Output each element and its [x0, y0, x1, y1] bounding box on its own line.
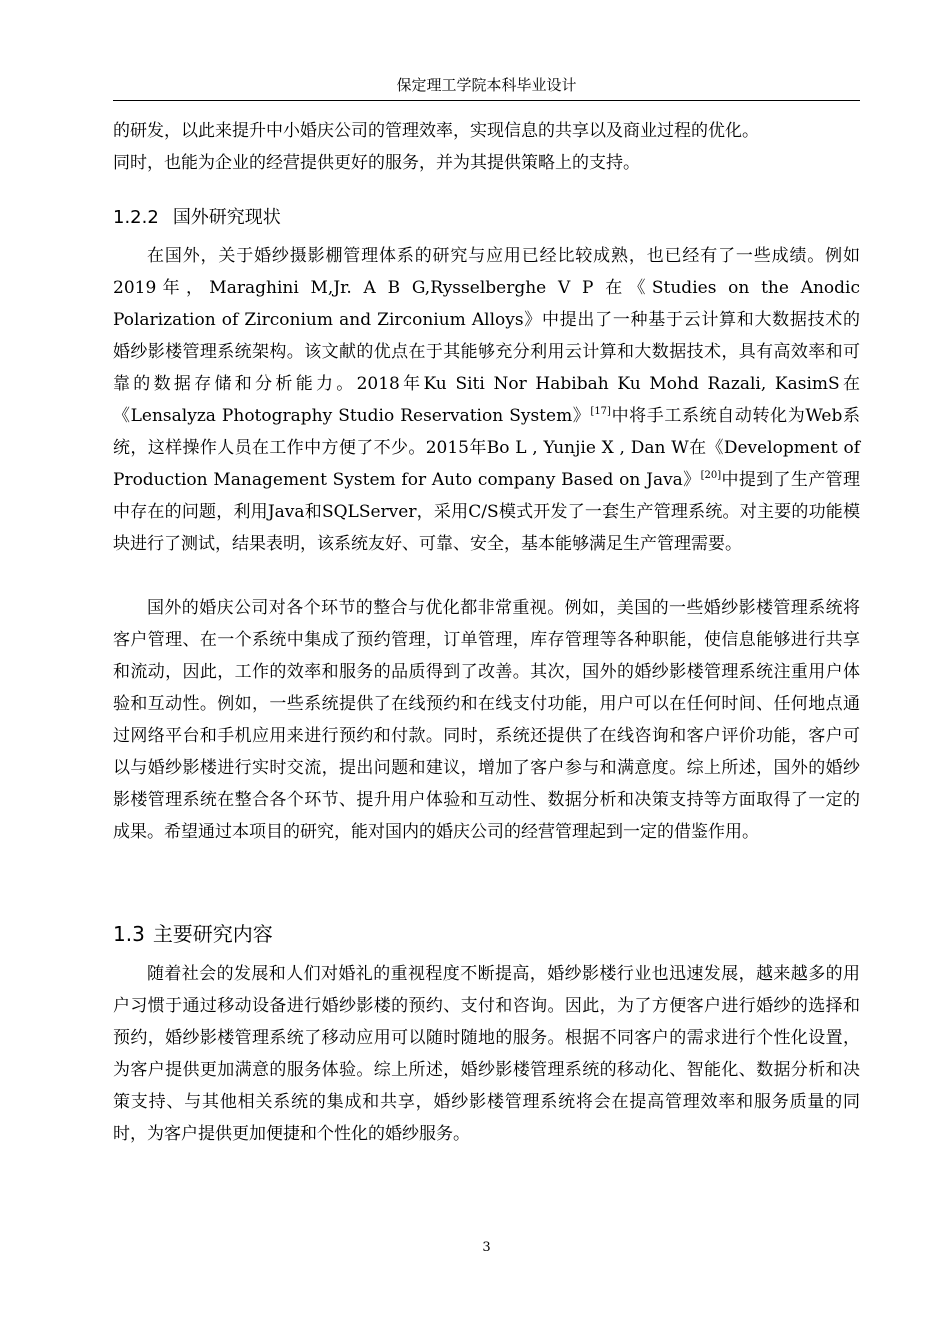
section-title: 主要研究内容: [152, 922, 273, 946]
intro-paragraph: [113, 115, 860, 179]
page-number: 3: [482, 1240, 491, 1255]
paragraph-text: 中将手工系统自动转化为Web系统，这样操作人员在工作中方便了不少。2015年Bo L , Yunjie X , Dan W在《Development of Production Management System for Auto company Based on Java》: [113, 406, 860, 490]
section-title: 国外研究现状: [172, 207, 281, 228]
paragraph-text: 在国外，关于婚纱摄影棚管理体系的研究与应用已经比较成熟，也已经有了一些成绩。例如2019年，Maraghini M,Jr. A B G,Rysselberghe V P 在《Studies on the Anodic Polarization of Zirconium and Zirconium Alloys》中提出了一种基于云计算和大数据技术的婚纱影楼管理系统架构。该文献的优点在于其能够充分利用云计算和大数据技术，具有高效率和可靠的数据存储和分析能力。2018年Ku Siti Nor Habibah Ku Mohd Razali, KasimS在《Lensalyza Photography Studio Reservation System》: [113, 246, 860, 426]
foreign-research-paragraph-1: [113, 240, 860, 560]
section-heading-1-2-2: [113, 203, 281, 229]
section-number: 1.2.2: [113, 207, 159, 228]
foreign-research-paragraph-2: 国外的婚庆公司对各个环节的整合与优化都非常重视。例如，美国的一些婚纱影楼管理系统将客户管理、在一个系统中集成了预约管理，订单管理，库存管理等各种职能，使信息能够进行共享和流动，因此，工作的效率和服务的品质得到了改善。其次，国外的婚纱影楼管理系统注重用户体验和互动性。例如，一些系统提供了在线预约和在线支付功能，用户可以在任何时间、任何地点通过网络平台和手机应用来进行预约和付款。同时，系统还提供了在线咨询和客户评价功能，客户可以与婚纱影楼进行实时交流，提出问题和建议，增加了客户参与和满意度。综上所述，国外的婚纱影楼管理系统在整合各个环节、提升用户体验和互动性、数据分析和决策支持等方面取得了一定的成果。希望通过本项目的研究，能对国内的婚庆公司的经营管理起到一定的借鉴作用。: [113, 598, 860, 842]
paragraph-text: 中提到了生产管理中存在的问题，利用Java和SQLServer，采用C/S模式开发了一套生产管理系统。对主要的功能模块进行了测试，结果表明，该系统友好、可靠、安全，基本能够满足生产管理需要。: [113, 470, 861, 554]
intro-line-2: 同时，也能为企业的经营提供更好的服务，并为其提供策略上的支持。: [113, 153, 640, 173]
section-number: 1.3: [113, 922, 145, 946]
citation-ref-17: [17]: [590, 406, 611, 417]
research-content-paragraph: 随着社会的发展和人们对婚礼的重视程度不断提高，婚纱影楼行业也迅速发展，越来越多的用户习惯于通过移动设备进行婚纱影楼的预约、支付和咨询。因此，为了方便客户进行婚纱的选择和预约，婚纱影楼管理系统了移动应用可以随时随地的服务。根据不同客户的需求进行个性化设置，为客户提供更加满意的服务体验。综上所述，婚纱影楼管理系统的移动化、智能化、数据分析和决策支持、与其他相关系统的集成和共享，婚纱影楼管理系统将会在提高管理效率和服务质量的同时，为客户提供更加便捷和个性化的婚纱服务。: [113, 964, 860, 1144]
running-header: 保定理工学院本科毕业设计: [396, 76, 577, 94]
section-heading-1-3: [113, 918, 273, 947]
citation-ref-20: [20]: [700, 470, 722, 481]
header-rule: [113, 100, 860, 101]
intro-line-1: 的研发，以此来提升中小婚庆公司的管理效率，实现信息的共享以及商业过程的优化。: [113, 121, 759, 141]
